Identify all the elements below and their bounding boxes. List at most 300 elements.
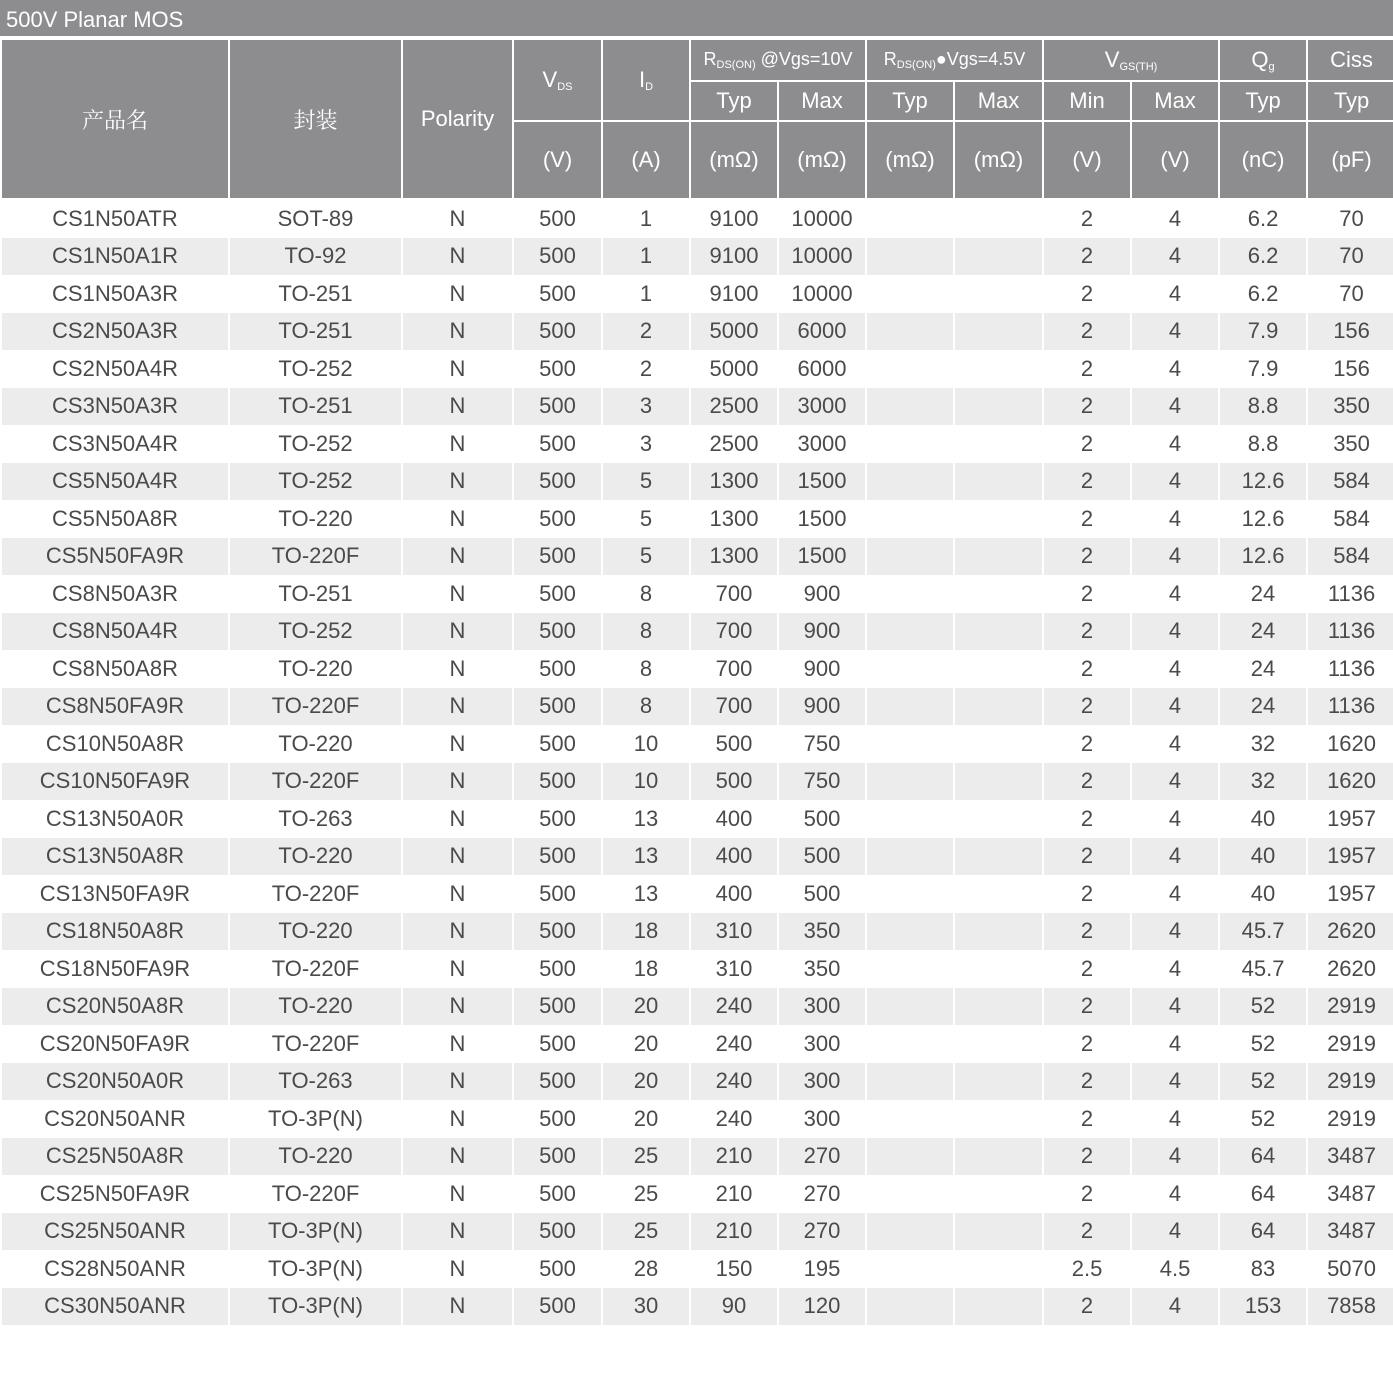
- cell-ciss-typ: 2620: [1307, 913, 1393, 951]
- cell-qg-typ: 40: [1219, 838, 1307, 876]
- cell-rds45-max: [954, 238, 1043, 276]
- cell-rds10-max: 350: [778, 950, 866, 988]
- cell-polarity: N: [402, 1138, 513, 1176]
- cell-rds45-typ: [866, 1175, 954, 1213]
- table-row: [1, 688, 1393, 726]
- cell-id: 8: [602, 575, 690, 613]
- cell-rds45-typ: [866, 275, 954, 313]
- cell-rds45-typ: [866, 500, 954, 538]
- cell-id: 5: [602, 500, 690, 538]
- cell-rds45-typ: [866, 538, 954, 576]
- cell-rds10-typ: 1300: [690, 500, 778, 538]
- cell-rds10-typ: 240: [690, 1100, 778, 1138]
- cell-vgs-min: 2: [1043, 1063, 1131, 1101]
- cell-rds45-typ: [866, 1063, 954, 1101]
- cell-id: 20: [602, 1100, 690, 1138]
- cell-product-name: CS2N50A4R: [1, 350, 229, 388]
- cell-product-name: CS1N50A3R: [1, 275, 229, 313]
- cell-vds: 500: [513, 463, 602, 501]
- cell-package: SOT-89: [229, 199, 402, 238]
- cell-rds10-typ: 210: [690, 1138, 778, 1176]
- cell-ciss-typ: 1620: [1307, 725, 1393, 763]
- unit-rds10-typ: (mΩ): [690, 121, 778, 199]
- cell-product-name: CS3N50A4R: [1, 425, 229, 463]
- cell-ciss-typ: 1136: [1307, 613, 1393, 651]
- cell-vgs-max: 4: [1131, 688, 1219, 726]
- cell-rds45-typ: [866, 613, 954, 651]
- cell-rds10-typ: 150: [690, 1250, 778, 1288]
- cell-id: 8: [602, 650, 690, 688]
- cell-rds10-typ: 240: [690, 988, 778, 1026]
- cell-polarity: N: [402, 238, 513, 276]
- cell-id: 3: [602, 388, 690, 426]
- subheader-rds45-typ: Typ: [866, 81, 954, 121]
- cell-rds10-max: 900: [778, 575, 866, 613]
- cell-qg-typ: 8.8: [1219, 425, 1307, 463]
- cell-vgs-min: 2: [1043, 950, 1131, 988]
- cell-package: TO-92: [229, 238, 402, 276]
- cell-vds: 500: [513, 313, 602, 351]
- cell-product-name: CS13N50A0R: [1, 800, 229, 838]
- cell-rds10-typ: 5000: [690, 313, 778, 351]
- cell-rds10-max: 6000: [778, 350, 866, 388]
- cell-vgs-max: 4: [1131, 1213, 1219, 1251]
- cell-rds45-typ: [866, 800, 954, 838]
- cell-qg-typ: 32: [1219, 725, 1307, 763]
- cell-package: TO-3P(N): [229, 1100, 402, 1138]
- cell-rds45-typ: [866, 763, 954, 801]
- cell-package: TO-263: [229, 1063, 402, 1101]
- cell-package: TO-251: [229, 275, 402, 313]
- cell-product-name: CS8N50A3R: [1, 575, 229, 613]
- cell-package: TO-220: [229, 650, 402, 688]
- cell-product-name: CS20N50A8R: [1, 988, 229, 1026]
- cell-rds45-max: [954, 688, 1043, 726]
- cell-vgs-max: 4: [1131, 350, 1219, 388]
- table-row: [1, 425, 1393, 463]
- subheader-rds10-typ: Typ: [690, 81, 778, 121]
- table-row: [1, 988, 1393, 1026]
- cell-vgs-max: 4: [1131, 725, 1219, 763]
- cell-vds: 500: [513, 688, 602, 726]
- cell-polarity: N: [402, 1213, 513, 1251]
- cell-vgs-min: 2: [1043, 1213, 1131, 1251]
- cell-package: TO-220: [229, 500, 402, 538]
- cell-polarity: N: [402, 988, 513, 1026]
- cell-product-name: CS20N50A0R: [1, 1063, 229, 1101]
- cell-product-name: CS10N50A8R: [1, 725, 229, 763]
- cell-rds10-max: 3000: [778, 388, 866, 426]
- cell-package: TO-3P(N): [229, 1288, 402, 1326]
- cell-id: 25: [602, 1175, 690, 1213]
- cell-rds45-typ: [866, 1250, 954, 1288]
- cell-vds: 500: [513, 800, 602, 838]
- cell-vgs-max: 4: [1131, 1288, 1219, 1326]
- table-row: [1, 1288, 1393, 1326]
- cell-polarity: N: [402, 1288, 513, 1326]
- cell-rds45-typ: [866, 425, 954, 463]
- unit-vds: (V): [513, 121, 602, 199]
- cell-rds45-typ: [866, 1213, 954, 1251]
- cell-rds10-max: 1500: [778, 538, 866, 576]
- unit-vgs-max: (V): [1131, 121, 1219, 199]
- cell-package: TO-220F: [229, 1175, 402, 1213]
- cell-vgs-max: 4: [1131, 1175, 1219, 1213]
- table-row: [1, 538, 1393, 576]
- table-row: [1, 1250, 1393, 1288]
- cell-rds10-typ: 700: [690, 613, 778, 651]
- cell-vgs-min: 2: [1043, 913, 1131, 951]
- cell-product-name: CS25N50A8R: [1, 1138, 229, 1176]
- cell-vgs-max: 4.5: [1131, 1250, 1219, 1288]
- cell-qg-typ: 12.6: [1219, 463, 1307, 501]
- cell-vgs-min: 2: [1043, 538, 1131, 576]
- cell-vgs-max: 4: [1131, 575, 1219, 613]
- cell-polarity: N: [402, 538, 513, 576]
- cell-product-name: CS13N50A8R: [1, 838, 229, 876]
- cell-vds: 500: [513, 238, 602, 276]
- cell-rds10-max: 3000: [778, 425, 866, 463]
- cell-vgs-max: 4: [1131, 1100, 1219, 1138]
- cell-rds45-typ: [866, 913, 954, 951]
- cell-id: 3: [602, 425, 690, 463]
- cell-ciss-typ: 156: [1307, 313, 1393, 351]
- cell-rds45-max: [954, 950, 1043, 988]
- cell-vgs-max: 4: [1131, 425, 1219, 463]
- cell-vgs-max: 4: [1131, 950, 1219, 988]
- cell-rds45-typ: [866, 388, 954, 426]
- cell-id: 5: [602, 538, 690, 576]
- table-row: [1, 199, 1393, 238]
- cell-vds: 500: [513, 838, 602, 876]
- cell-ciss-typ: 350: [1307, 388, 1393, 426]
- cell-vgs-min: 2: [1043, 1100, 1131, 1138]
- cell-id: 25: [602, 1138, 690, 1176]
- table-body: [1, 199, 1393, 1325]
- cell-qg-typ: 83: [1219, 1250, 1307, 1288]
- cell-rds45-typ: [866, 725, 954, 763]
- cell-rds10-typ: 400: [690, 800, 778, 838]
- cell-rds45-max: [954, 500, 1043, 538]
- cell-product-name: CS20N50ANR: [1, 1100, 229, 1138]
- unit-ciss: (pF): [1307, 121, 1393, 199]
- cell-package: TO-220F: [229, 763, 402, 801]
- col-header-vds: $V_{DS}$: [513, 39, 602, 121]
- cell-id: 5: [602, 463, 690, 501]
- cell-rds45-max: [954, 800, 1043, 838]
- cell-rds45-typ: [866, 950, 954, 988]
- cell-qg-typ: 7.9: [1219, 350, 1307, 388]
- cell-rds45-max: [954, 613, 1043, 651]
- cell-rds10-typ: 700: [690, 688, 778, 726]
- cell-qg-typ: 40: [1219, 800, 1307, 838]
- cell-polarity: N: [402, 500, 513, 538]
- cell-rds10-max: 500: [778, 838, 866, 876]
- cell-rds45-max: [954, 425, 1043, 463]
- col-header-rds-4-5v: $R_{DS(ON)}●Vgs=4.5V$: [866, 39, 1043, 81]
- cell-product-name: CS10N50FA9R: [1, 763, 229, 801]
- cell-rds45-max: [954, 463, 1043, 501]
- cell-rds10-typ: 310: [690, 950, 778, 988]
- table-row: [1, 950, 1393, 988]
- cell-vgs-min: 2: [1043, 575, 1131, 613]
- cell-rds45-max: [954, 1175, 1043, 1213]
- unit-vgs-min: (V): [1043, 121, 1131, 199]
- cell-product-name: CS18N50FA9R: [1, 950, 229, 988]
- cell-ciss-typ: 7858: [1307, 1288, 1393, 1326]
- cell-package: TO-251: [229, 313, 402, 351]
- unit-rds10-max: (mΩ): [778, 121, 866, 199]
- cell-vgs-min: 2: [1043, 613, 1131, 651]
- cell-vds: 500: [513, 913, 602, 951]
- cell-package: TO-252: [229, 350, 402, 388]
- cell-product-name: CS8N50FA9R: [1, 688, 229, 726]
- cell-qg-typ: 6.2: [1219, 238, 1307, 276]
- cell-rds10-max: 195: [778, 1250, 866, 1288]
- cell-vgs-max: 4: [1131, 1138, 1219, 1176]
- cell-package: TO-220: [229, 913, 402, 951]
- col-header-qg: $Q_g$: [1219, 39, 1307, 81]
- cell-id: 28: [602, 1250, 690, 1288]
- cell-product-name: CS20N50FA9R: [1, 1025, 229, 1063]
- cell-ciss-typ: 156: [1307, 350, 1393, 388]
- table-row: [1, 500, 1393, 538]
- cell-rds10-typ: 500: [690, 725, 778, 763]
- cell-rds45-max: [954, 875, 1043, 913]
- table-row: [1, 1063, 1393, 1101]
- cell-vds: 500: [513, 425, 602, 463]
- cell-package: TO-251: [229, 388, 402, 426]
- cell-vgs-max: 4: [1131, 275, 1219, 313]
- cell-ciss-typ: 350: [1307, 425, 1393, 463]
- col-header-ciss: Ciss: [1307, 39, 1393, 81]
- cell-rds10-max: 10000: [778, 199, 866, 238]
- cell-qg-typ: 32: [1219, 763, 1307, 801]
- cell-polarity: N: [402, 350, 513, 388]
- cell-vgs-min: 2: [1043, 838, 1131, 876]
- cell-rds45-typ: [866, 1288, 954, 1326]
- cell-ciss-typ: 584: [1307, 538, 1393, 576]
- cell-rds45-max: [954, 1100, 1043, 1138]
- cell-vds: 500: [513, 1213, 602, 1251]
- cell-id: 8: [602, 613, 690, 651]
- cell-rds10-max: 10000: [778, 238, 866, 276]
- cell-rds45-typ: [866, 575, 954, 613]
- cell-rds10-max: 300: [778, 988, 866, 1026]
- cell-vds: 500: [513, 988, 602, 1026]
- cell-id: 1: [602, 238, 690, 276]
- cell-product-name: CS13N50FA9R: [1, 875, 229, 913]
- cell-vds: 500: [513, 1063, 602, 1101]
- cell-product-name: CS25N50ANR: [1, 1213, 229, 1251]
- cell-qg-typ: 24: [1219, 650, 1307, 688]
- subheader-qg-typ: Typ: [1219, 81, 1307, 121]
- cell-rds10-typ: 700: [690, 575, 778, 613]
- cell-id: 2: [602, 313, 690, 351]
- cell-rds10-max: 500: [778, 875, 866, 913]
- cell-vgs-max: 4: [1131, 1063, 1219, 1101]
- cell-polarity: N: [402, 1025, 513, 1063]
- cell-rds45-typ: [866, 875, 954, 913]
- cell-id: 20: [602, 1063, 690, 1101]
- cell-id: 18: [602, 950, 690, 988]
- cell-vgs-min: 2: [1043, 688, 1131, 726]
- cell-rds45-typ: [866, 313, 954, 351]
- cell-ciss-typ: 3487: [1307, 1175, 1393, 1213]
- cell-rds10-max: 270: [778, 1138, 866, 1176]
- cell-rds45-typ: [866, 1025, 954, 1063]
- cell-rds45-typ: [866, 650, 954, 688]
- cell-qg-typ: 6.2: [1219, 275, 1307, 313]
- cell-package: TO-220: [229, 725, 402, 763]
- cell-product-name: CS28N50ANR: [1, 1250, 229, 1288]
- cell-vgs-min: 2: [1043, 388, 1131, 426]
- cell-qg-typ: 8.8: [1219, 388, 1307, 426]
- cell-rds45-max: [954, 725, 1043, 763]
- cell-polarity: N: [402, 688, 513, 726]
- cell-rds45-typ: [866, 350, 954, 388]
- unit-qg: (nC): [1219, 121, 1307, 199]
- subheader-ciss-typ: Typ: [1307, 81, 1393, 121]
- cell-ciss-typ: 1136: [1307, 575, 1393, 613]
- cell-package: TO-220: [229, 988, 402, 1026]
- cell-rds10-max: 300: [778, 1025, 866, 1063]
- cell-vgs-min: 2: [1043, 1025, 1131, 1063]
- cell-rds10-typ: 700: [690, 650, 778, 688]
- cell-rds45-max: [954, 763, 1043, 801]
- cell-rds10-typ: 500: [690, 763, 778, 801]
- cell-vds: 500: [513, 1025, 602, 1063]
- cell-vgs-max: 4: [1131, 313, 1219, 351]
- cell-package: TO-220F: [229, 1025, 402, 1063]
- cell-vds: 500: [513, 725, 602, 763]
- cell-polarity: N: [402, 275, 513, 313]
- cell-package: TO-220F: [229, 538, 402, 576]
- cell-ciss-typ: 2919: [1307, 1100, 1393, 1138]
- cell-ciss-typ: 1957: [1307, 875, 1393, 913]
- cell-qg-typ: 24: [1219, 613, 1307, 651]
- cell-qg-typ: 64: [1219, 1175, 1307, 1213]
- table-row: [1, 1025, 1393, 1063]
- cell-rds45-typ: [866, 688, 954, 726]
- cell-id: 13: [602, 875, 690, 913]
- cell-vgs-min: 2: [1043, 500, 1131, 538]
- table-row: [1, 763, 1393, 801]
- cell-ciss-typ: 2919: [1307, 988, 1393, 1026]
- cell-qg-typ: 24: [1219, 575, 1307, 613]
- table-row: [1, 725, 1393, 763]
- subheader-rds45-max: Max: [954, 81, 1043, 121]
- cell-qg-typ: 52: [1219, 988, 1307, 1026]
- cell-rds10-typ: 240: [690, 1025, 778, 1063]
- cell-rds10-typ: 90: [690, 1288, 778, 1326]
- cell-vgs-max: 4: [1131, 538, 1219, 576]
- cell-rds45-max: [954, 1288, 1043, 1326]
- cell-polarity: N: [402, 800, 513, 838]
- table-row: [1, 313, 1393, 351]
- cell-rds45-max: [954, 838, 1043, 876]
- table-row: [1, 838, 1393, 876]
- cell-package: TO-220F: [229, 950, 402, 988]
- cell-id: 13: [602, 800, 690, 838]
- cell-rds45-max: [954, 199, 1043, 238]
- cell-package: TO-3P(N): [229, 1213, 402, 1251]
- cell-vds: 500: [513, 388, 602, 426]
- cell-vgs-min: 2: [1043, 763, 1131, 801]
- cell-vgs-min: 2: [1043, 800, 1131, 838]
- cell-product-name: CS25N50FA9R: [1, 1175, 229, 1213]
- table-row: [1, 1100, 1393, 1138]
- cell-id: 2: [602, 350, 690, 388]
- cell-rds10-typ: 400: [690, 875, 778, 913]
- table-row: [1, 388, 1393, 426]
- cell-id: 10: [602, 763, 690, 801]
- cell-rds45-max: [954, 538, 1043, 576]
- cell-rds10-typ: 310: [690, 913, 778, 951]
- table-header: [1, 39, 1393, 199]
- table-row: [1, 875, 1393, 913]
- cell-id: 1: [602, 199, 690, 238]
- cell-rds10-max: 270: [778, 1175, 866, 1213]
- table-row: [1, 1138, 1393, 1176]
- cell-package: TO-252: [229, 425, 402, 463]
- cell-vgs-max: 4: [1131, 838, 1219, 876]
- cell-rds45-typ: [866, 838, 954, 876]
- table-row: [1, 913, 1393, 951]
- cell-rds45-max: [954, 1063, 1043, 1101]
- cell-package: TO-251: [229, 575, 402, 613]
- cell-rds10-max: 900: [778, 613, 866, 651]
- cell-id: 25: [602, 1213, 690, 1251]
- cell-vgs-min: 2: [1043, 1288, 1131, 1326]
- cell-vgs-min: 2: [1043, 1175, 1131, 1213]
- cell-qg-typ: 45.7: [1219, 913, 1307, 951]
- cell-ciss-typ: 1957: [1307, 800, 1393, 838]
- cell-rds45-max: [954, 988, 1043, 1026]
- cell-ciss-typ: 2620: [1307, 950, 1393, 988]
- cell-qg-typ: 12.6: [1219, 500, 1307, 538]
- table-title: 500V Planar MOS: [0, 0, 1393, 38]
- cell-vgs-min: 2: [1043, 313, 1131, 351]
- cell-vds: 500: [513, 350, 602, 388]
- cell-rds45-typ: [866, 463, 954, 501]
- cell-ciss-typ: 70: [1307, 199, 1393, 238]
- cell-qg-typ: 64: [1219, 1138, 1307, 1176]
- cell-package: TO-220F: [229, 688, 402, 726]
- mosfet-spec-table: [0, 38, 1393, 1325]
- cell-vgs-max: 4: [1131, 388, 1219, 426]
- cell-rds45-typ: [866, 1138, 954, 1176]
- cell-rds10-max: 10000: [778, 275, 866, 313]
- table-row: [1, 350, 1393, 388]
- cell-id: 10: [602, 725, 690, 763]
- cell-vds: 500: [513, 1100, 602, 1138]
- cell-rds10-max: 500: [778, 800, 866, 838]
- cell-qg-typ: 64: [1219, 1213, 1307, 1251]
- cell-vds: 500: [513, 275, 602, 313]
- cell-rds45-max: [954, 275, 1043, 313]
- col-header-product: 产品名: [1, 39, 229, 199]
- cell-ciss-typ: 70: [1307, 275, 1393, 313]
- cell-vgs-max: 4: [1131, 1025, 1219, 1063]
- cell-qg-typ: 7.9: [1219, 313, 1307, 351]
- cell-qg-typ: 6.2: [1219, 199, 1307, 238]
- cell-polarity: N: [402, 575, 513, 613]
- cell-polarity: N: [402, 650, 513, 688]
- cell-vds: 500: [513, 1138, 602, 1176]
- cell-polarity: N: [402, 763, 513, 801]
- cell-vgs-min: 2: [1043, 1138, 1131, 1176]
